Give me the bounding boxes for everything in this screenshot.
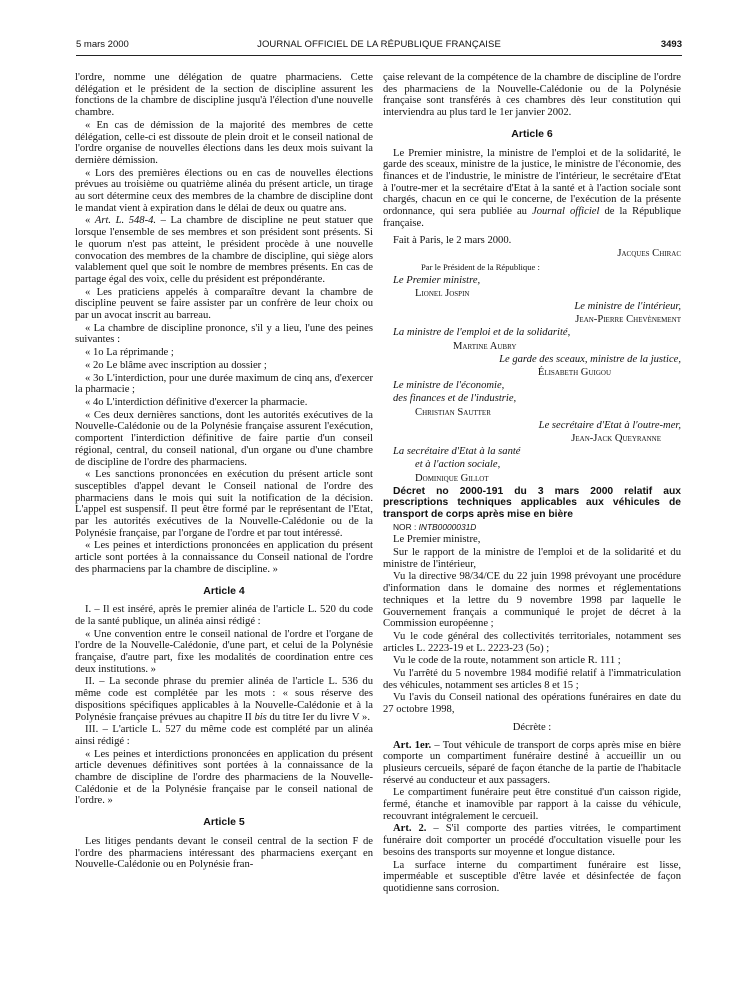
paragraph-text: II. – La seconde phrase du premier alinéa de l'article L. 536 du même code est complétée par les mots : « sous réserve des dispositions spécifiques applicables à la Nouvelle-Calédonie et à la Polynésie française prévues au chapitre II (75, 676, 373, 723)
paragraph: « Les praticiens appelés à comparaître devant la chambre de discipline peuvent se faire assister par un confrère de leur choix ou par un avocat inscrit au barreau. (75, 286, 373, 322)
journal-officiel-ref: Journal officiel (532, 206, 600, 218)
paragraph-text: – La chambre de discipline ne peut statuer que lorsque l'ensemble de ses membres et son président sont présents. Si le quorum n'est pas atteint, le président procède à une nouvelle convocation des membres de la chambre de discipline, qui siège alors valablement quel que soit le nombre de membres présents. En cas de partage égal des voix, celle du président est prépondérante. (75, 215, 373, 285)
signature-economie-title: Le ministre de l'économie, (393, 380, 505, 392)
paragraph: Le compartiment funéraire peut être constitué d'un caisson rigide, fermé, étanche et inamovible par rapport à la caisse du véhicule, recouvrant intégralement le cercueil. (383, 787, 681, 822)
signature-justice-title: Le garde des sceaux, ministre de la justice, (499, 353, 681, 365)
paragraph: « Les sanctions prononcées en exécution du présent article sont susceptibles d'appel devant le Conseil national de l'ordre des pharmaciens dans le mois qui suit la notification de la décision. L'appel est suspensif. Il peut être formé par le représentant de l'Etat, par les autorités exécutives de la Nouvelle-Calédonie ou de la Polynésie française, par l'organe de l'ordre et par tout intéressé. (75, 469, 373, 539)
paragraph: Le Premier ministre, (393, 534, 481, 546)
left-column (75, 72, 373, 872)
paragraph (383, 148, 681, 230)
header-date: 5 mars 2000 (76, 39, 129, 50)
signature-interieur-name: Jean-Pierre Chevènement (575, 314, 681, 326)
paragraph: « Ces deux dernières sanctions, dont les autorités exécutives de la Nouvelle-Calédonie ou de la Polynésie française assurent l'exécution, comportent l'interdiction définitive de faire partie d'un conseil régional, central, du conseil national, d'un organe ou d'une chambre de discipline de l'ordre des pharmaciens. (75, 409, 373, 468)
decree-title: Décret no 2000-191 du 3 mars 2000 relatif aux prescriptions techniques applicables aux véhicules de transport de corps après mise en bière (383, 485, 681, 520)
paragraph: l'ordre, nomme une délégation de quatre pharmaciens. Cette délégation et le président de la section de discipline assurent les fonctions de la chambre de discipline jusqu'à l'élection d'une nouvelle chambre. (75, 72, 373, 119)
bis-word: bis (254, 711, 267, 723)
paragraph-text: – Tout véhicule de transport de corps après mise en bière comporte un compartiment funéraire destiné à accueillir un ou plusieurs cercueils, séparé de façon étanche de la partie de l'habitacle réservé au conducteur et aux passagers. (383, 739, 681, 786)
paragraph: « Lors des premières élections ou en cas de nouvelles élections prévues au troisième ou quatrième alinéa du présent article, un tirage au sort détermine ceux des membres de la chambre de discipline dont le mandat vient à expiration dans le délai de deux ou quatre ans. (75, 167, 373, 214)
signature-sante-title: et à l'action sociale, (415, 459, 501, 471)
paragraph: Vu l'avis du Conseil national des opérations funéraires en date du 27 octobre 1998, (383, 692, 681, 716)
signature-sante-name: Dominique Gillot (415, 472, 489, 484)
quote-mark: « (85, 215, 95, 227)
article-5-heading: Article 5 (203, 816, 245, 829)
article-6-heading: Article 6 (511, 127, 553, 140)
article-reference: Art. L. 548-4. (94, 215, 157, 227)
paragraph: La surface interne du compartiment funéraire est lisse, imperméable et susceptible d'être lavée et désinfectée de façon quotidienne sans corrosion. (383, 859, 681, 894)
paragraph: « Les peines et interdictions prononcées en application du présent article devenues définitives sont portées à la connaissance de la chambre de discipline de l'ordre des pharmaciens de la Nouvelle-Calédonie et de la Polynésie française par le conseil national de l'ordre. » (75, 748, 373, 807)
signature-pm-title: Le Premier ministre, (393, 274, 481, 286)
paragraph: Vu l'arrêté du 5 novembre 1984 modifié relatif à l'immatriculation des véhicules, notamment ses articles 8 et 15 ; (383, 668, 681, 691)
nor-label: NOR : (393, 521, 419, 532)
paragraph (75, 215, 373, 285)
paragraph: Les litiges pendants devant le conseil central de la section F de l'ordre des pharmaciens intéressant des pharmaciens exerçant en Nouvelle-Calédonie ou en Polynésie fran- (75, 835, 373, 871)
list-item: « 2o Le blâme avec inscription au dossier ; (85, 359, 267, 371)
list-item: « 3o L'interdiction, pour une durée maximum de cinq ans, d'exercer la pharmacie ; (75, 372, 373, 396)
paragraph: « En cas de démission de la majorité des membres de cette délégation, celle-ci est dissoute de plein droit et le conseil national de l'ordre organise de nouvelles élections dans les deux mois suivant la dernière démission. (75, 119, 373, 166)
paragraph (383, 823, 681, 858)
paragraph-text: Le Premier ministre, la ministre de l'emploi et de la solidarité, le garde des sceaux, ministre de la justice, le ministre de l'économie, des finances et de l'industrie, le ministre de l'intérieur, le secrétaire d'Etat à l'outre-mer et la secrétaire d'Etat à la santé et à l'action sociale sont chargés, chacun en ce qui le concerne, de l'exécution de la présente ordonnance, qui sera publiée au (383, 147, 681, 218)
paragraph: çaise relevant de la compétence de la chambre de discipline de l'ordre des pharmaciens de la Nouvelle-Calédonie ou de la Polynésie française sont transférés à ces chambres dès leur constitution qui interviendra au plus tard le 1er janvier 2002. (383, 72, 681, 119)
header-journal-title: JOURNAL OFFICIEL DE LA RÉPUBLIQUE FRANÇAISE (257, 39, 501, 50)
paragraph: « Les peines et interdictions prononcées en application du présent article sont portées à la connaissance du Conseil national de l'ordre des pharmaciens par la chambre de discipline. » (75, 540, 373, 575)
paragraph-text: de la République française. (383, 206, 681, 229)
signature-justice-name: Élisabeth Guigou (537, 366, 611, 378)
signature-date: Fait à Paris, le 2 mars 2000. (393, 235, 512, 247)
nor-code: INTB0000031D (418, 521, 477, 532)
nor-reference (383, 522, 681, 534)
list-item: « 4o L'interdiction définitive d'exercer la pharmacie. (85, 396, 308, 408)
list-item: « 1o La réprimande ; (85, 347, 174, 359)
paragraph: Vu le code de la route, notamment son article R. 111 ; (393, 655, 621, 667)
paragraph: Sur le rapport de la ministre de l'emploi et de la solidarité et du ministre de l'intérieur, (383, 546, 681, 570)
signature-president: Jacques Chirac (617, 248, 681, 260)
article-4-heading: Article 4 (203, 584, 245, 597)
signature-economie-title: des finances et de l'industrie, (393, 393, 517, 405)
signature-sante-title: La secrétaire d'Etat à la santé (393, 446, 521, 458)
paragraph (383, 740, 681, 787)
page-header (76, 39, 682, 53)
right-column (383, 72, 681, 896)
decrete-line: Décrète : (512, 721, 552, 733)
paragraph (75, 676, 373, 723)
header-page-number: 3493 (660, 39, 682, 50)
paragraph: « Une convention entre le conseil national de l'ordre et l'organe de l'ordre de la Nouvelle-Calédonie, d'une part, et celui de la Polynésie française, d'autre part, fixe les modalités de coordination entre ces deux institutions. » (75, 628, 373, 675)
signature-economie-name: Christian Sautter (415, 406, 491, 418)
signature-pm-name: Lionel Jospin (415, 287, 470, 299)
signature-emploi-title: La ministre de l'emploi et de la solidarité, (393, 327, 571, 339)
paragraph: III. – L'article L. 527 du même code est complété par un alinéa ainsi rédigé : (75, 724, 373, 747)
signature-outremer-title: Le secrétaire d'Etat à l'outre-mer, (538, 419, 681, 431)
paragraph: Vu le code général des collectivités territoriales, notamment ses articles L. 2223-19 et L. 2223-23 (5o) ; (383, 630, 681, 654)
paragraph: « La chambre de discipline prononce, s'il y a lieu, l'une des peines suivantes : (75, 322, 373, 346)
signature-par-le-president: Par le Président de la République : (421, 262, 540, 273)
header-rule (76, 55, 682, 56)
article-label: Art. 2. (393, 823, 427, 835)
article-label: Art. 1er. (393, 739, 432, 751)
paragraph-text: du titre Ier du livre V ». (266, 711, 370, 723)
paragraph: Vu la directive 98/34/CE du 22 juin 1998 prévoyant une procédure d'information dans le domaine des normes et réglementations techniques et la lettre du 9 novembre 1998 par laquelle le Gouvernement français a communiqué le projet de décret à la Commission européenne ; (383, 571, 681, 630)
paragraph: I. – Il est inséré, après le premier alinéa de l'article L. 520 du code de la santé publique, un alinéa ainsi rédigé : (75, 604, 373, 627)
signature-emploi-name: Martine Aubry (453, 340, 517, 352)
signature-outremer-name: Jean-Jack Queyranne (571, 432, 661, 444)
paragraph-text: – S'il comporte des parties vitrées, le compartiment funéraire doit comporter un procédé d'occultation visuelle pour les besoins des transports sur moyenne et longue distance. (383, 823, 681, 858)
signature-interieur-title: Le ministre de l'intérieur, (574, 300, 681, 312)
